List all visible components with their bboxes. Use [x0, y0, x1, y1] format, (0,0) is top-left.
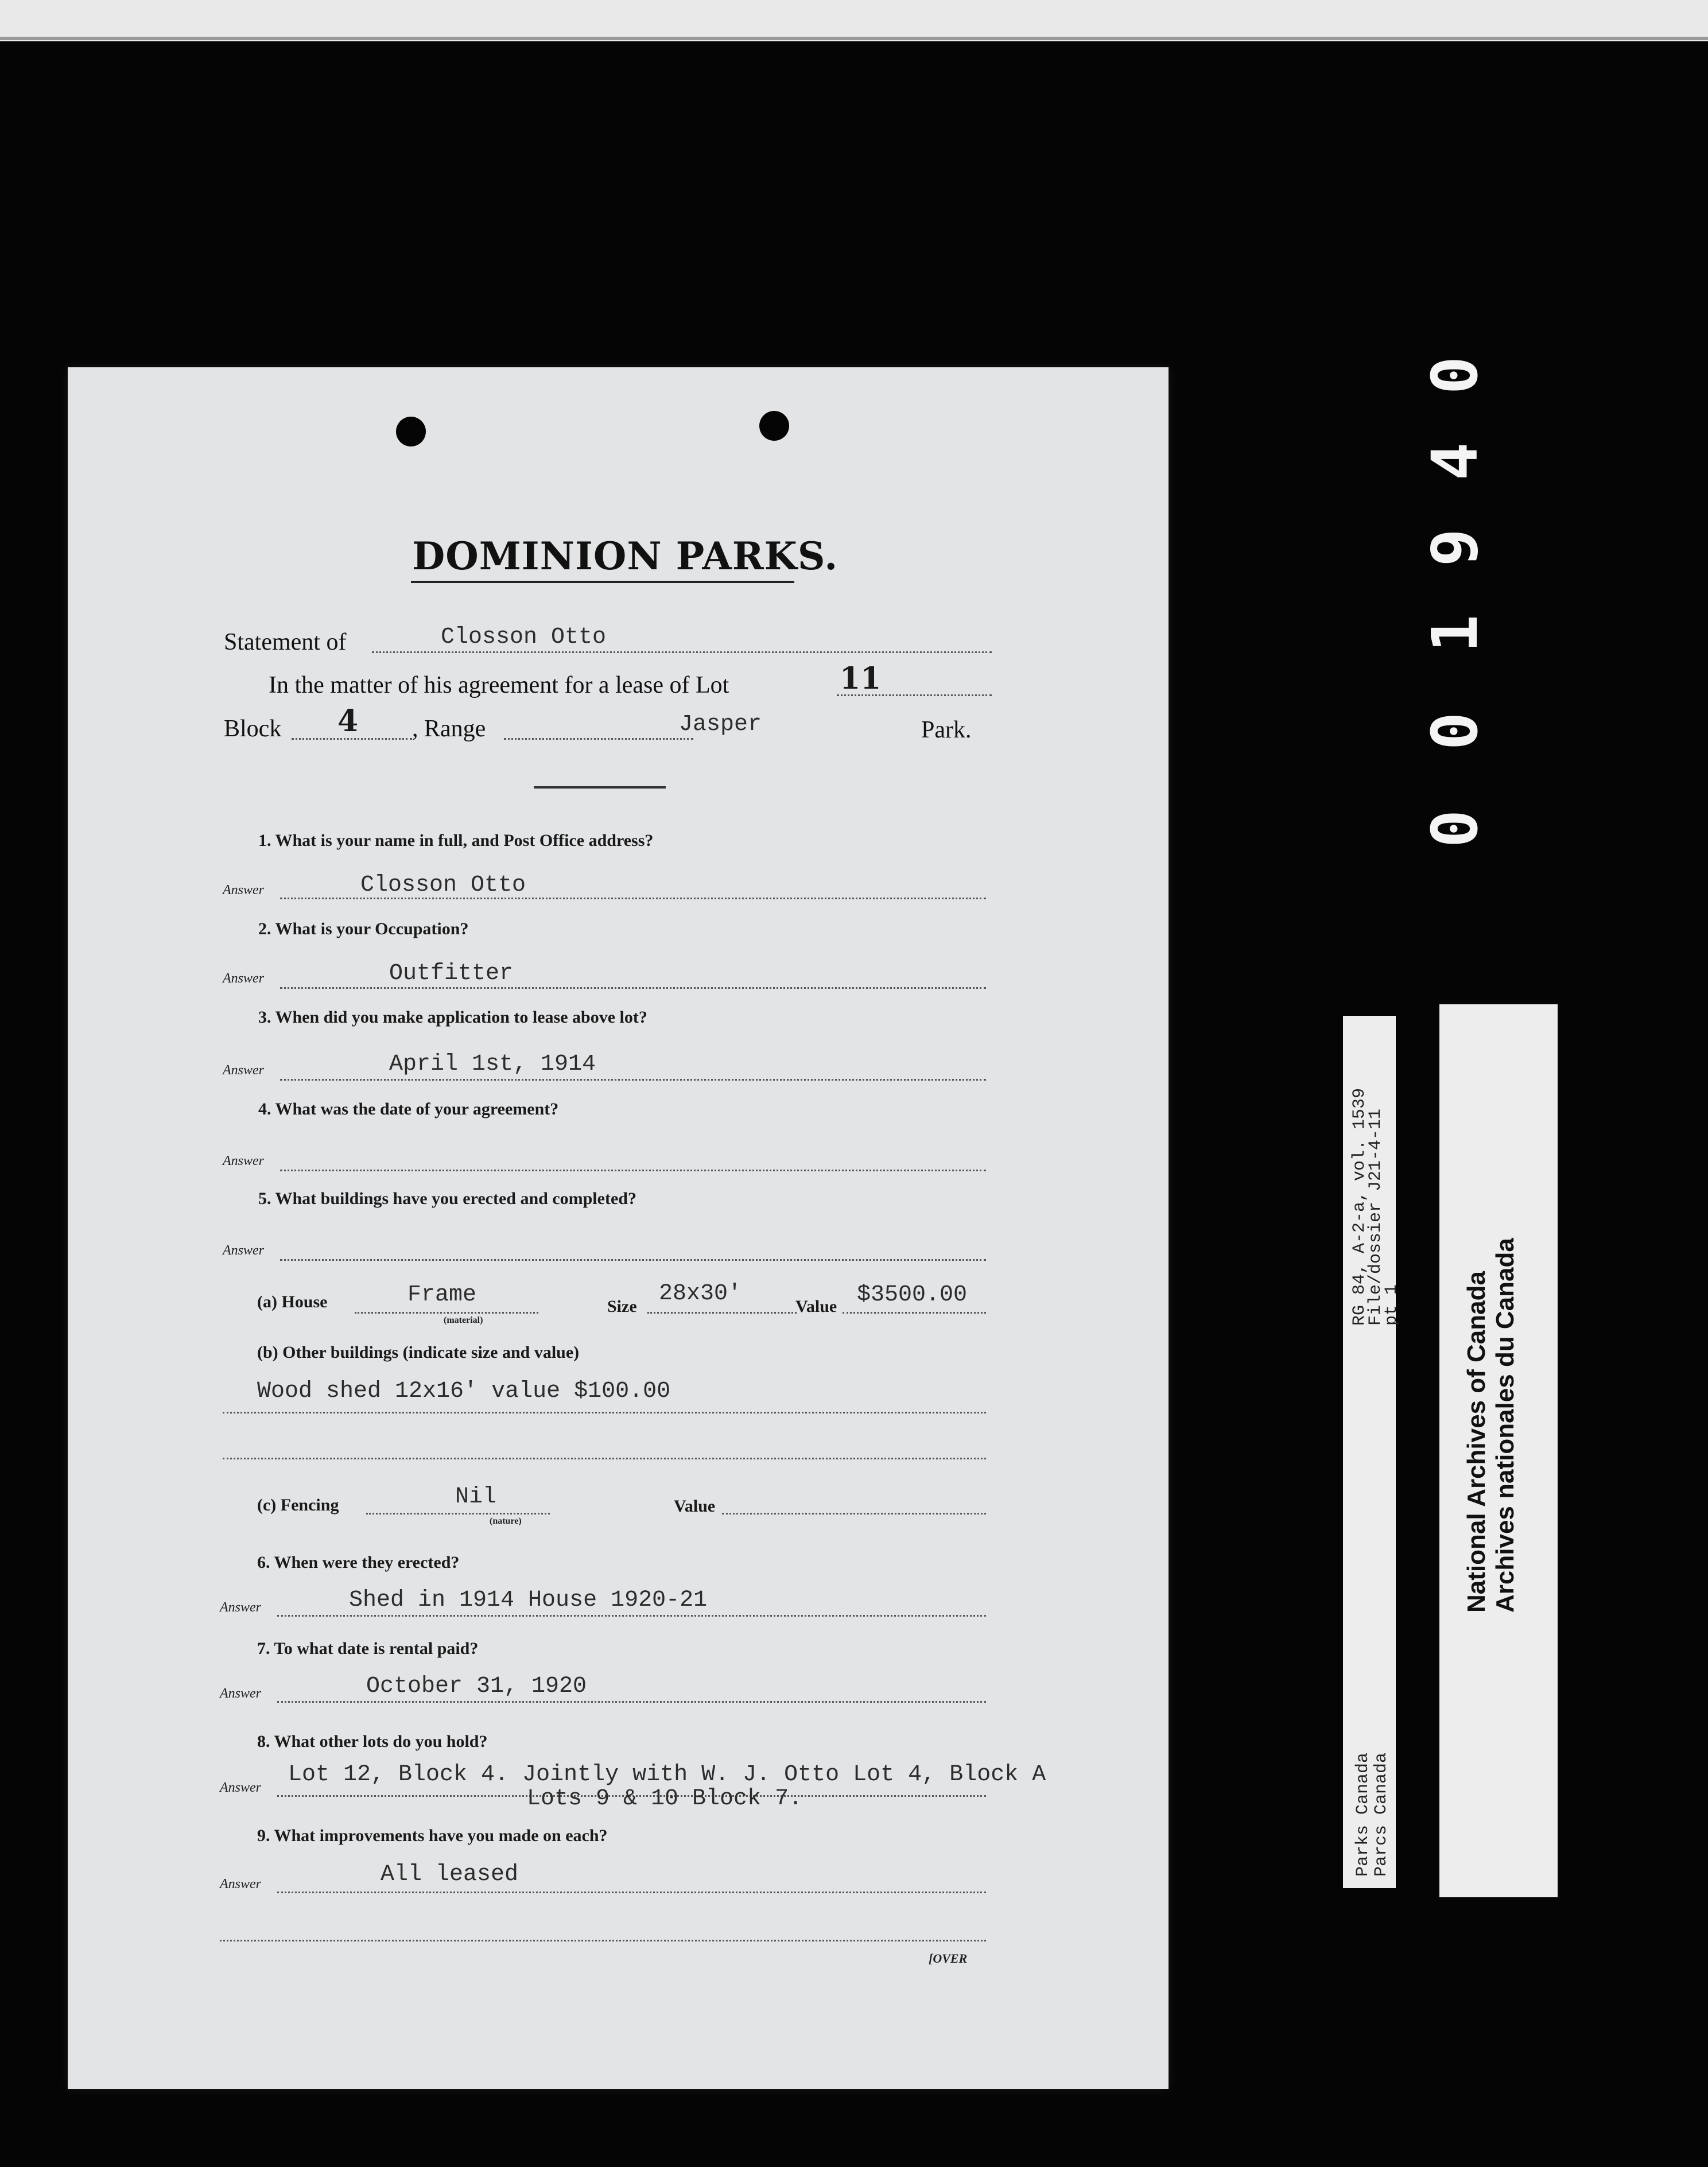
fencing-line — [366, 1513, 550, 1514]
answer-8-line-1: Lot 12, Block 4. Jointly with W. J. Otto Lot 4, Block A — [288, 1762, 1046, 1788]
other-line-2 — [223, 1458, 986, 1459]
question-3: 3. When did you make application to lease above lot? — [258, 1008, 647, 1027]
frame-digit: 0 — [1418, 356, 1492, 395]
parks-canada-en: Parks Canada — [1353, 1752, 1373, 1877]
answer-3-line — [280, 1079, 986, 1081]
national-archives-fr: Archives nationales du Canada — [1491, 1238, 1519, 1613]
title-underline — [411, 581, 794, 583]
punch-hole-left — [396, 417, 426, 446]
park-label: Park. — [921, 717, 972, 743]
frame-digit: 9 — [1418, 528, 1492, 567]
range-label: , Range — [412, 716, 486, 742]
archive-reference-slip — [1343, 1016, 1402, 1888]
reference-line-3: pt 1 — [1382, 1284, 1402, 1326]
question-6: 6. When were they erected? — [257, 1553, 460, 1572]
fencing-label: (c) Fencing — [257, 1496, 339, 1514]
house-value-line — [843, 1312, 986, 1314]
lot-value: 11 — [840, 661, 882, 696]
matter-label: In the matter of his agreement for a lease of Lot — [269, 672, 729, 698]
answer-3: April 1st, 1914 — [389, 1051, 596, 1077]
frame-digit: 4 — [1418, 442, 1492, 481]
parks-canada-fr: Parcs Canada — [1372, 1752, 1391, 1877]
size-value: 28x30' — [659, 1281, 742, 1307]
other-line-1 — [223, 1412, 986, 1413]
answer-4-line — [280, 1170, 986, 1171]
house-value: Frame — [407, 1282, 477, 1308]
answer-2-label: Answer — [223, 971, 264, 986]
answer-5-line — [280, 1259, 986, 1261]
question-8: 8. What other lots do you hold? — [257, 1732, 488, 1751]
frame-digit: 0 — [1418, 809, 1492, 848]
house-price: $3500.00 — [857, 1282, 968, 1308]
block-label: Block — [224, 716, 282, 742]
answer-2-line — [280, 987, 986, 989]
national-archives-slip — [1439, 1004, 1558, 1897]
answer-4-label: Answer — [223, 1154, 264, 1168]
answer-7-line — [277, 1701, 986, 1703]
answer-6-label: Answer — [220, 1600, 261, 1615]
film-top-edge — [0, 0, 1708, 41]
answer-1-label: Answer — [223, 883, 264, 898]
national-archives-en: National Archives of Canada — [1462, 1271, 1490, 1613]
question-7: 7. To what date is rental paid? — [257, 1639, 479, 1658]
material-label: (material) — [444, 1315, 483, 1325]
answer-7-label: Answer — [220, 1686, 261, 1701]
answer-5-label: Answer — [223, 1243, 264, 1258]
frame-number — [1412, 339, 1498, 901]
film-top-line — [0, 37, 1708, 40]
reference-line-2: File/dossier J21-4-11 — [1366, 1108, 1385, 1326]
fence-value-label: Value — [674, 1497, 716, 1516]
other-buildings-label: (b) Other buildings (indicate size and value) — [257, 1343, 580, 1362]
answer-3-label: Answer — [223, 1063, 264, 1078]
park-value: Jasper — [679, 712, 762, 737]
answer-6: Shed in 1914 House 1920-21 — [349, 1587, 708, 1613]
question-9: 9. What improvements have you made on each? — [257, 1826, 608, 1845]
frame-digit: 0 — [1418, 712, 1492, 751]
answer-8-label: Answer — [220, 1780, 261, 1795]
statement-value: Closson Otto — [441, 624, 607, 650]
answer-9-label: Answer — [220, 1877, 261, 1892]
house-line — [355, 1312, 538, 1314]
answer-7: October 31, 1920 — [366, 1673, 587, 1699]
reference-line-1: RG 84, A-2-a, vol. 1539 — [1350, 1088, 1369, 1326]
nature-label: (nature) — [490, 1516, 522, 1526]
punch-hole-right — [759, 411, 789, 441]
range-line — [504, 738, 693, 740]
house-label: (a) House — [257, 1292, 328, 1311]
question-5: 5. What buildings have you erected and completed? — [258, 1189, 636, 1208]
answer-8-line-2: Lots 9 & 10 Block 7. — [527, 1786, 803, 1812]
statement-line — [372, 651, 992, 653]
question-4: 4. What was the date of your agreement? — [258, 1100, 559, 1119]
other-buildings-value: Wood shed 12x16' value $100.00 — [257, 1378, 671, 1404]
size-line — [647, 1312, 797, 1314]
question-2: 2. What is your Occupation? — [258, 919, 469, 938]
answer-1: Closson Otto — [360, 872, 526, 898]
answer-2: Outfitter — [389, 961, 514, 987]
fence-value-line — [722, 1513, 986, 1514]
separator-dash — [534, 786, 666, 789]
answer-9: All leased — [381, 1862, 519, 1888]
value-label: Value — [795, 1297, 837, 1316]
answer-9-line-2 — [220, 1940, 986, 1941]
question-1: 1. What is your name in full, and Post Office address? — [258, 831, 654, 850]
over-marker: [OVER — [929, 1951, 968, 1966]
page-title: DOMINION PARKS. — [412, 534, 839, 578]
answer-9-line — [277, 1892, 986, 1893]
size-label: Size — [607, 1297, 637, 1316]
fencing-value: Nil — [455, 1484, 497, 1510]
frame-digit: 1 — [1418, 614, 1492, 653]
block-value: 4 — [337, 704, 359, 739]
answer-6-line — [277, 1615, 986, 1617]
form-page — [68, 367, 1169, 2089]
statement-label: Statement of — [224, 629, 347, 655]
